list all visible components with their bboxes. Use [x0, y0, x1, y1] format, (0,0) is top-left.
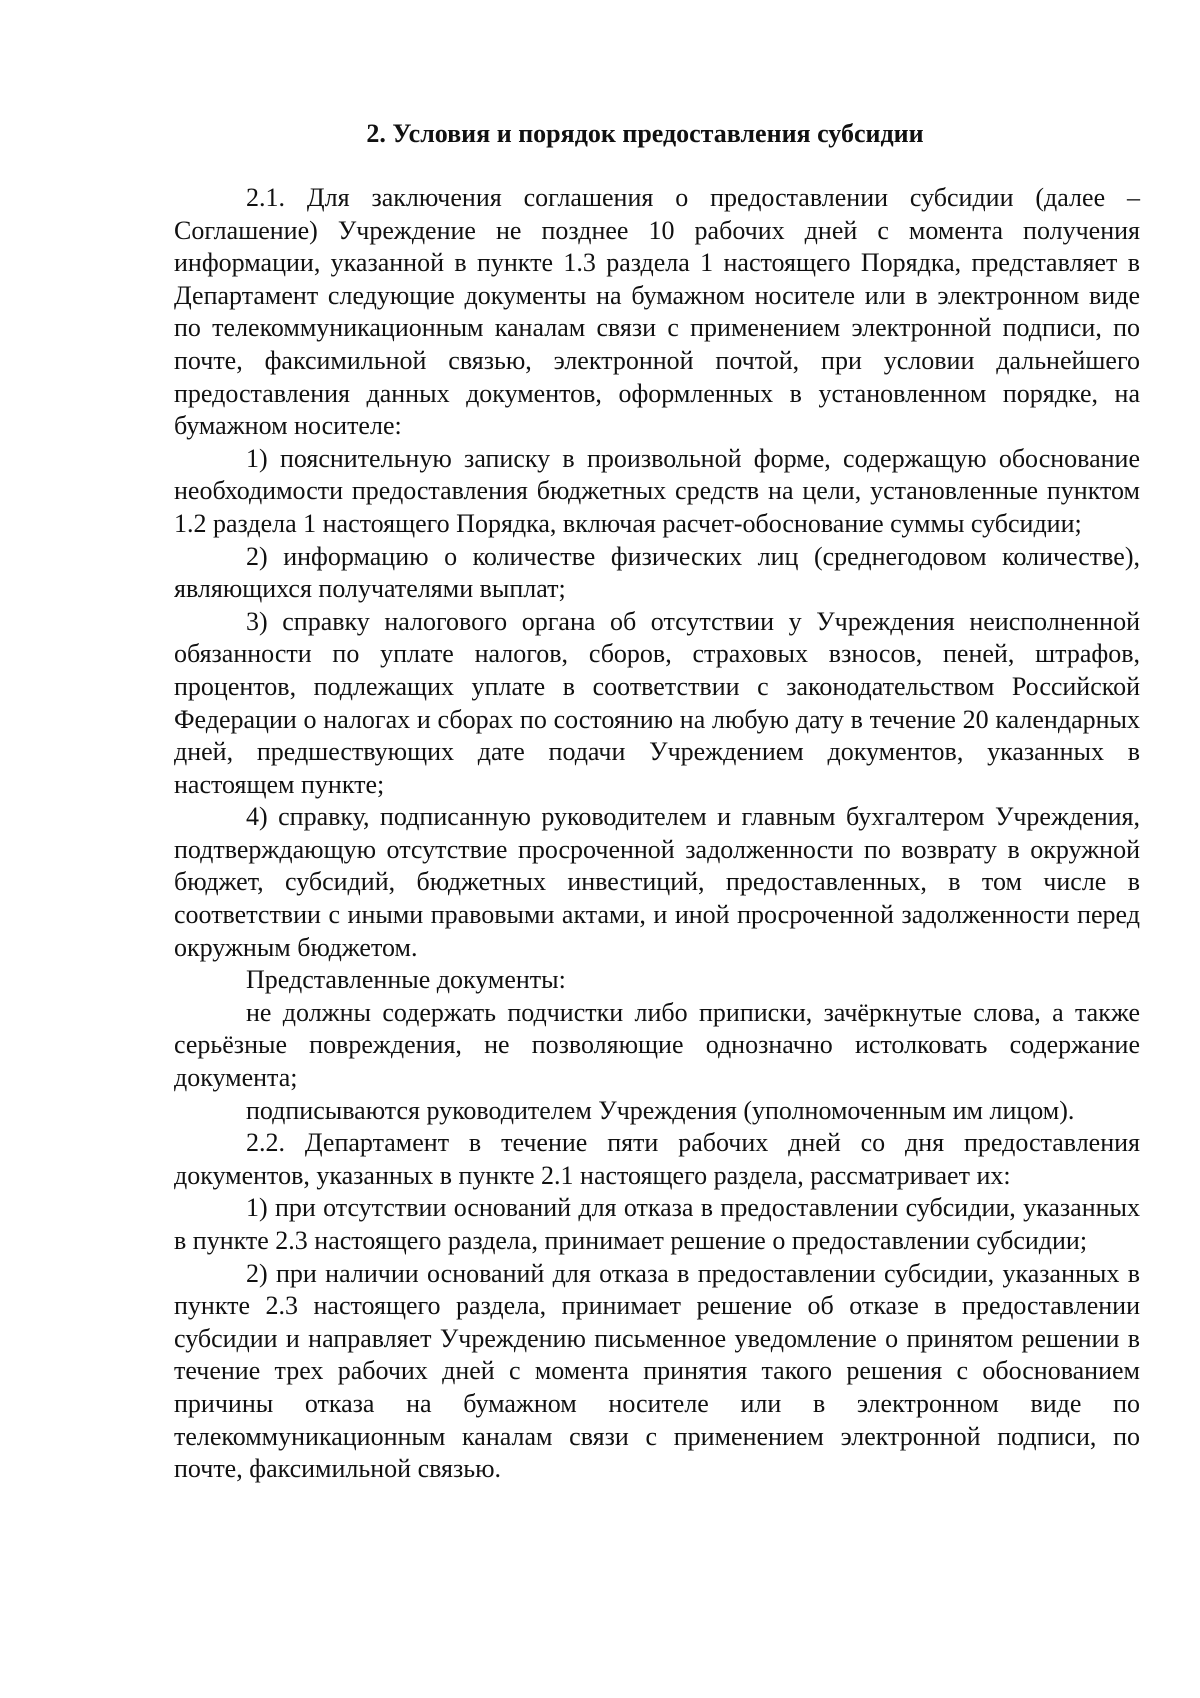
paragraph-2-1-item-1: 1) пояснительную записку в произвольной форме, содержащую обоснование необходимости предоставления бюджетных средств на цели, установленные пунктом 1.2 раздела 1 настоящего Порядка, включая расчет-обоснование суммы субсидии; — [174, 443, 1140, 538]
paragraph-documents-intro: Представленные документы: — [246, 965, 566, 995]
paragraph-2-2-item-2: 2) при наличии оснований для отказа в предоставлении субсидии, указанных в пункте 2.3 настоящего раздела, принимает решение об отказе в предоставлении субсидии и направляет Учреждению письменное уведомление о принятом решении в течение трех рабочих дней с момента принятия такого решения с обоснованием причины отказа на бумажном носителе или в электронном виде по телекоммуникационным каналам связи с применением электронной подписи, по почте, факсимильной связью. — [174, 1258, 1140, 1484]
paragraph-2-2: 2.2. Департамент в течение пяти рабочих дней со дня предоставления документов, указанных в пункте 2.1 настоящего раздела, рассматривает их: — [174, 1128, 1140, 1190]
paragraph-documents-requirement-1: не должны содержать подчистки либо приписки, зачёркнутые слова, а также серьёзные повреждения, не позволяющие однозначно истолковать содержание документа; — [174, 997, 1140, 1093]
paragraph-2-1-item-2: 2) информацию о количестве физических лиц (среднегодовом количестве), являющихся получателями выплат; — [174, 541, 1140, 604]
paragraph-2-1: 2.1. Для заключения соглашения о предоставлении субсидии (далее – Соглашение) Учреждение не позднее 10 рабочих дней с момента получения информации, указанной в пункте 1.3 раздела 1 настоящего Порядка, представляет в Департамент следующие документы на бумажном носителе или в электронном виде по телекоммуникационным каналам связи с применением электронной подписи, по почте, факсимильной связью, электронной почтой, при условии дальнейшего предоставления данных документов, оформленных в установленном порядке, на бумажном носителе: — [174, 183, 1140, 441]
section-heading: 2. Условия и порядок предоставления субсидии — [366, 119, 924, 148]
document-body — [174, 182, 1140, 1486]
paragraph-2-1-item-4: 4) справку, подписанную руководителем и главным бухгалтером Учреждения, подтверждающую отсутствие просроченной задолженности по возврату в окружной бюджет, субсидий, бюджетных инвестиций, предоставленных, в том числе в соответствии с иными правовыми актами, и иной просроченной задолженности перед окружным бюджетом. — [174, 802, 1140, 962]
paragraph-documents-requirement-2: подписываются руководителем Учреждения (уполномоченным им лицом). — [246, 1095, 1075, 1125]
paragraph-2-1-item-3: 3) справку налогового органа об отсутствии у Учреждения неисполненной обязанности по уплате налогов, сборов, страховых взносов, пеней, штрафов, процентов, подлежащих уплате в соответствии с законодательством Российской Федерации о налогах и сборах по состоянию на любую дату в течение 20 календарных дней, предшествующих дате подачи Учреждением документов, указанных в настоящем пункте; — [174, 606, 1140, 799]
paragraph-2-2-item-1: 1) при отсутствии оснований для отказа в предоставлении субсидии, указанных в пункте 2.3 настоящего раздела, принимает решение о предоставлении субсидии; — [174, 1193, 1140, 1255]
